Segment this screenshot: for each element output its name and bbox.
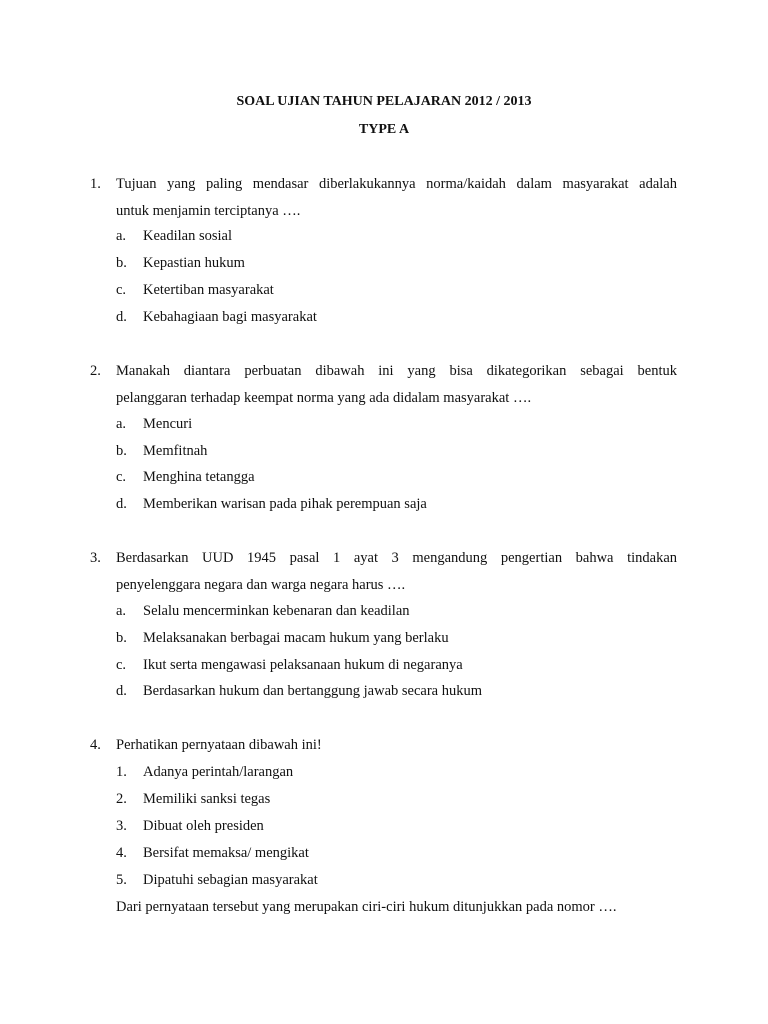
statement-number: 3.	[116, 818, 127, 834]
statement-number: 1.	[116, 764, 127, 780]
statement-text: Dipatuhi sebagian masyarakat	[143, 872, 318, 888]
option-text: Memberikan warisan pada pihak perempuan saja	[143, 496, 427, 512]
option-text: Selalu mencerminkan kebenaran dan keadilan	[143, 603, 410, 619]
option-letter: c.	[116, 657, 127, 673]
option-letter: d.	[116, 496, 127, 512]
option-text: Berdasarkan hukum dan bertanggung jawab secara hukum	[143, 683, 483, 699]
question-number: 2.	[90, 363, 101, 379]
option-letter: a.	[116, 416, 127, 432]
statement-text: Bersifat memaksa/ mengikat	[143, 845, 309, 861]
exam-title: SOAL UJIAN TAHUN PELAJARAN 2012 / 2013	[236, 94, 532, 109]
question-text-line-1: Perhatikan pernyataan dibawah ini!	[116, 737, 322, 753]
option-letter: b.	[116, 630, 127, 646]
question-text-line-1: Berdasarkan UUD 1945 pasal 1 ayat 3 mengandung pengertian bahwa tindakan	[116, 550, 677, 566]
question-number: 1.	[90, 176, 101, 192]
option-letter: d.	[116, 309, 127, 325]
statement-number: 2.	[116, 791, 127, 807]
statement-number: 4.	[116, 845, 127, 861]
option-text: Keadilan sosial	[143, 228, 232, 244]
question-text-line-1: Tujuan yang paling mendasar diberlakukannya norma/kaidah dalam masyarakat adalah	[116, 176, 677, 192]
option-letter: b.	[116, 443, 127, 459]
question-number: 4.	[90, 737, 101, 753]
option-text: Ketertiban masyarakat	[143, 282, 274, 298]
option-letter: d.	[116, 683, 127, 699]
statement-text: Adanya perintah/larangan	[143, 764, 294, 780]
option-text: Melaksanakan berbagai macam hukum yang berlaku	[143, 630, 449, 646]
question-closing-line: Dari pernyataan tersebut yang merupakan ciri-ciri hukum ditunjukkan pada nomor ….	[116, 899, 617, 915]
question-text-line-1: Manakah diantara perbuatan dibawah ini yang bisa dikategorikan sebagai bentuk	[116, 363, 677, 379]
option-letter: a.	[116, 603, 127, 619]
question-number: 3.	[90, 550, 101, 566]
option-text: Menghina tetangga	[143, 469, 255, 485]
question-text-line-2: pelanggaran terhadap keempat norma yang ada didalam masyarakat ….	[116, 390, 532, 406]
option-letter: c.	[116, 282, 127, 298]
statement-number: 5.	[116, 872, 127, 888]
option-text: Memfitnah	[143, 443, 208, 459]
option-text: Kepastian hukum	[143, 255, 245, 271]
option-text: Mencuri	[143, 416, 193, 432]
option-text: Kebahagiaan bagi masyarakat	[143, 309, 317, 325]
statement-text: Memiliki sanksi tegas	[143, 791, 271, 807]
option-text: Ikut serta mengawasi pelaksanaan hukum di negaranya	[143, 657, 463, 673]
exam-type: TYPE A	[358, 122, 410, 137]
option-letter: c.	[116, 469, 127, 485]
statement-text: Dibuat oleh presiden	[143, 818, 264, 834]
option-letter: a.	[116, 228, 127, 244]
question-text-line-2: untuk menjamin terciptanya ….	[116, 203, 301, 219]
question-text-line-2: penyelenggara negara dan warga negara harus ….	[116, 577, 406, 593]
option-letter: b.	[116, 255, 127, 271]
